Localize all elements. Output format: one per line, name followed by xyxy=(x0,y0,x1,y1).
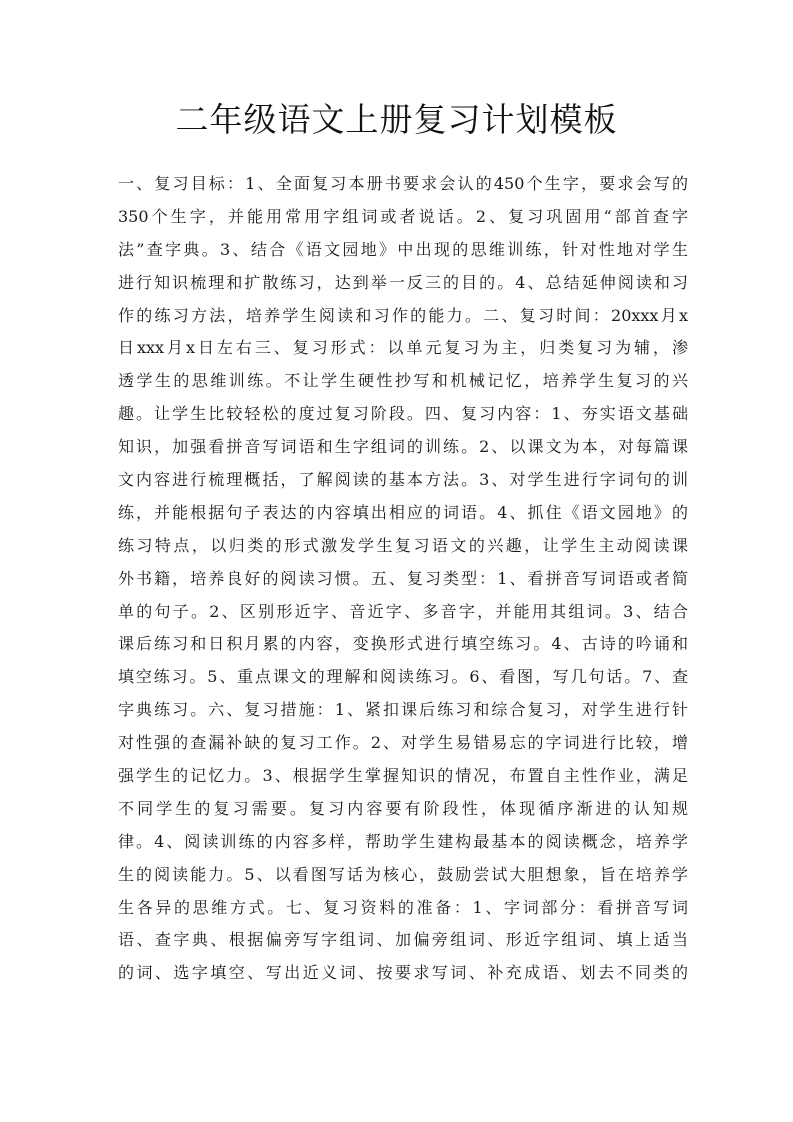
body-line: 日xxx月x日左右三、复习形式：以单元复习为主，归类复习为辅，渗 xyxy=(118,338,688,358)
body-line: 作的练习方法，培养学生阅读和习作的能力。二、复习时间：20xxx月x xyxy=(118,305,688,325)
body-line: 知识，加强看拼音写词语和生字组词的训练。2、以课文为本，对每篇课 xyxy=(118,437,688,457)
body-line: 练习特点，以归类的形式激发学生复习语文的兴趣，让学生主动阅读课 xyxy=(118,535,688,555)
body-line: 强学生的记忆力。3、根据学生掌握知识的情况，布置自主性作业，满足 xyxy=(118,766,688,786)
body-line: 外书籍，培养良好的阅读习惯。五、复习类型：1、看拼音写词语或者简 xyxy=(118,568,688,588)
body-line: 趣。让学生比较轻松的度过复习阶段。四、复习内容：1、夯实语文基础 xyxy=(118,404,688,424)
document-body xyxy=(118,168,688,990)
body-line: 生各异的思维方式。七、复习资料的准备：1、字词部分：看拼音写词 xyxy=(118,897,688,917)
body-line: 生的阅读能力。5、以看图写话为核心，鼓励尝试大胆想象，旨在培养学 xyxy=(118,864,688,884)
body-line: 对性强的查漏补缺的复习工作。2、对学生易错易忘的字词进行比较，增 xyxy=(118,733,688,753)
body-line: 单的句子。2、区别形近字、音近字、多音字，并能用其组词。3、结合 xyxy=(118,601,688,621)
body-line: 填空练习。5、重点课文的理解和阅读练习。6、看图，写几句话。7、查 xyxy=(118,667,688,687)
body-line: 练，并能根据句子表达的内容填出相应的词语。4、抓住《语文园地》的 xyxy=(118,502,688,522)
body-line: 的词、选字填空、写出近义词、按要求写词、补充成语、划去不同类的 xyxy=(118,963,688,983)
body-line: 律。4、阅读训练的内容多样，帮助学生建构最基本的阅读概念，培养学 xyxy=(118,831,688,851)
body-line: 文内容进行梳理概括，了解阅读的基本方法。3、对学生进行字词句的训 xyxy=(118,470,688,490)
body-line: 350个生字，并能用常用字组词或者说话。2、复习巩固用“部首查字 xyxy=(118,206,688,226)
body-line: 字典练习。六、复习措施：1、紧扣课后练习和综合复习，对学生进行针 xyxy=(118,700,688,720)
body-line: 法”查字典。3、结合《语文园地》中出现的思维训练，针对性地对学生 xyxy=(118,239,688,259)
body-line: 不同学生的复习需要。复习内容要有阶段性，体现循序渐进的认知规 xyxy=(118,798,688,818)
body-line: 语、查字典、根据偏旁写字组词、加偏旁组词、形近字组词、填上适当 xyxy=(118,930,688,950)
body-line: 课后练习和日积月累的内容，变换形式进行填空练习。4、古诗的吟诵和 xyxy=(118,634,688,654)
body-line: 一、复习目标：1、全面复习本册书要求会认的450个生字，要求会写的 xyxy=(118,174,688,193)
body-line: 进行知识梳理和扩散练习，达到举一反三的目的。4、总结延伸阅读和习 xyxy=(118,272,688,292)
body-line: 透学生的思维训练。不让学生硬性抄写和机械记忆，培养学生复习的兴 xyxy=(118,371,688,391)
document-title: 二年级语文上册复习计划模板 xyxy=(175,100,618,139)
